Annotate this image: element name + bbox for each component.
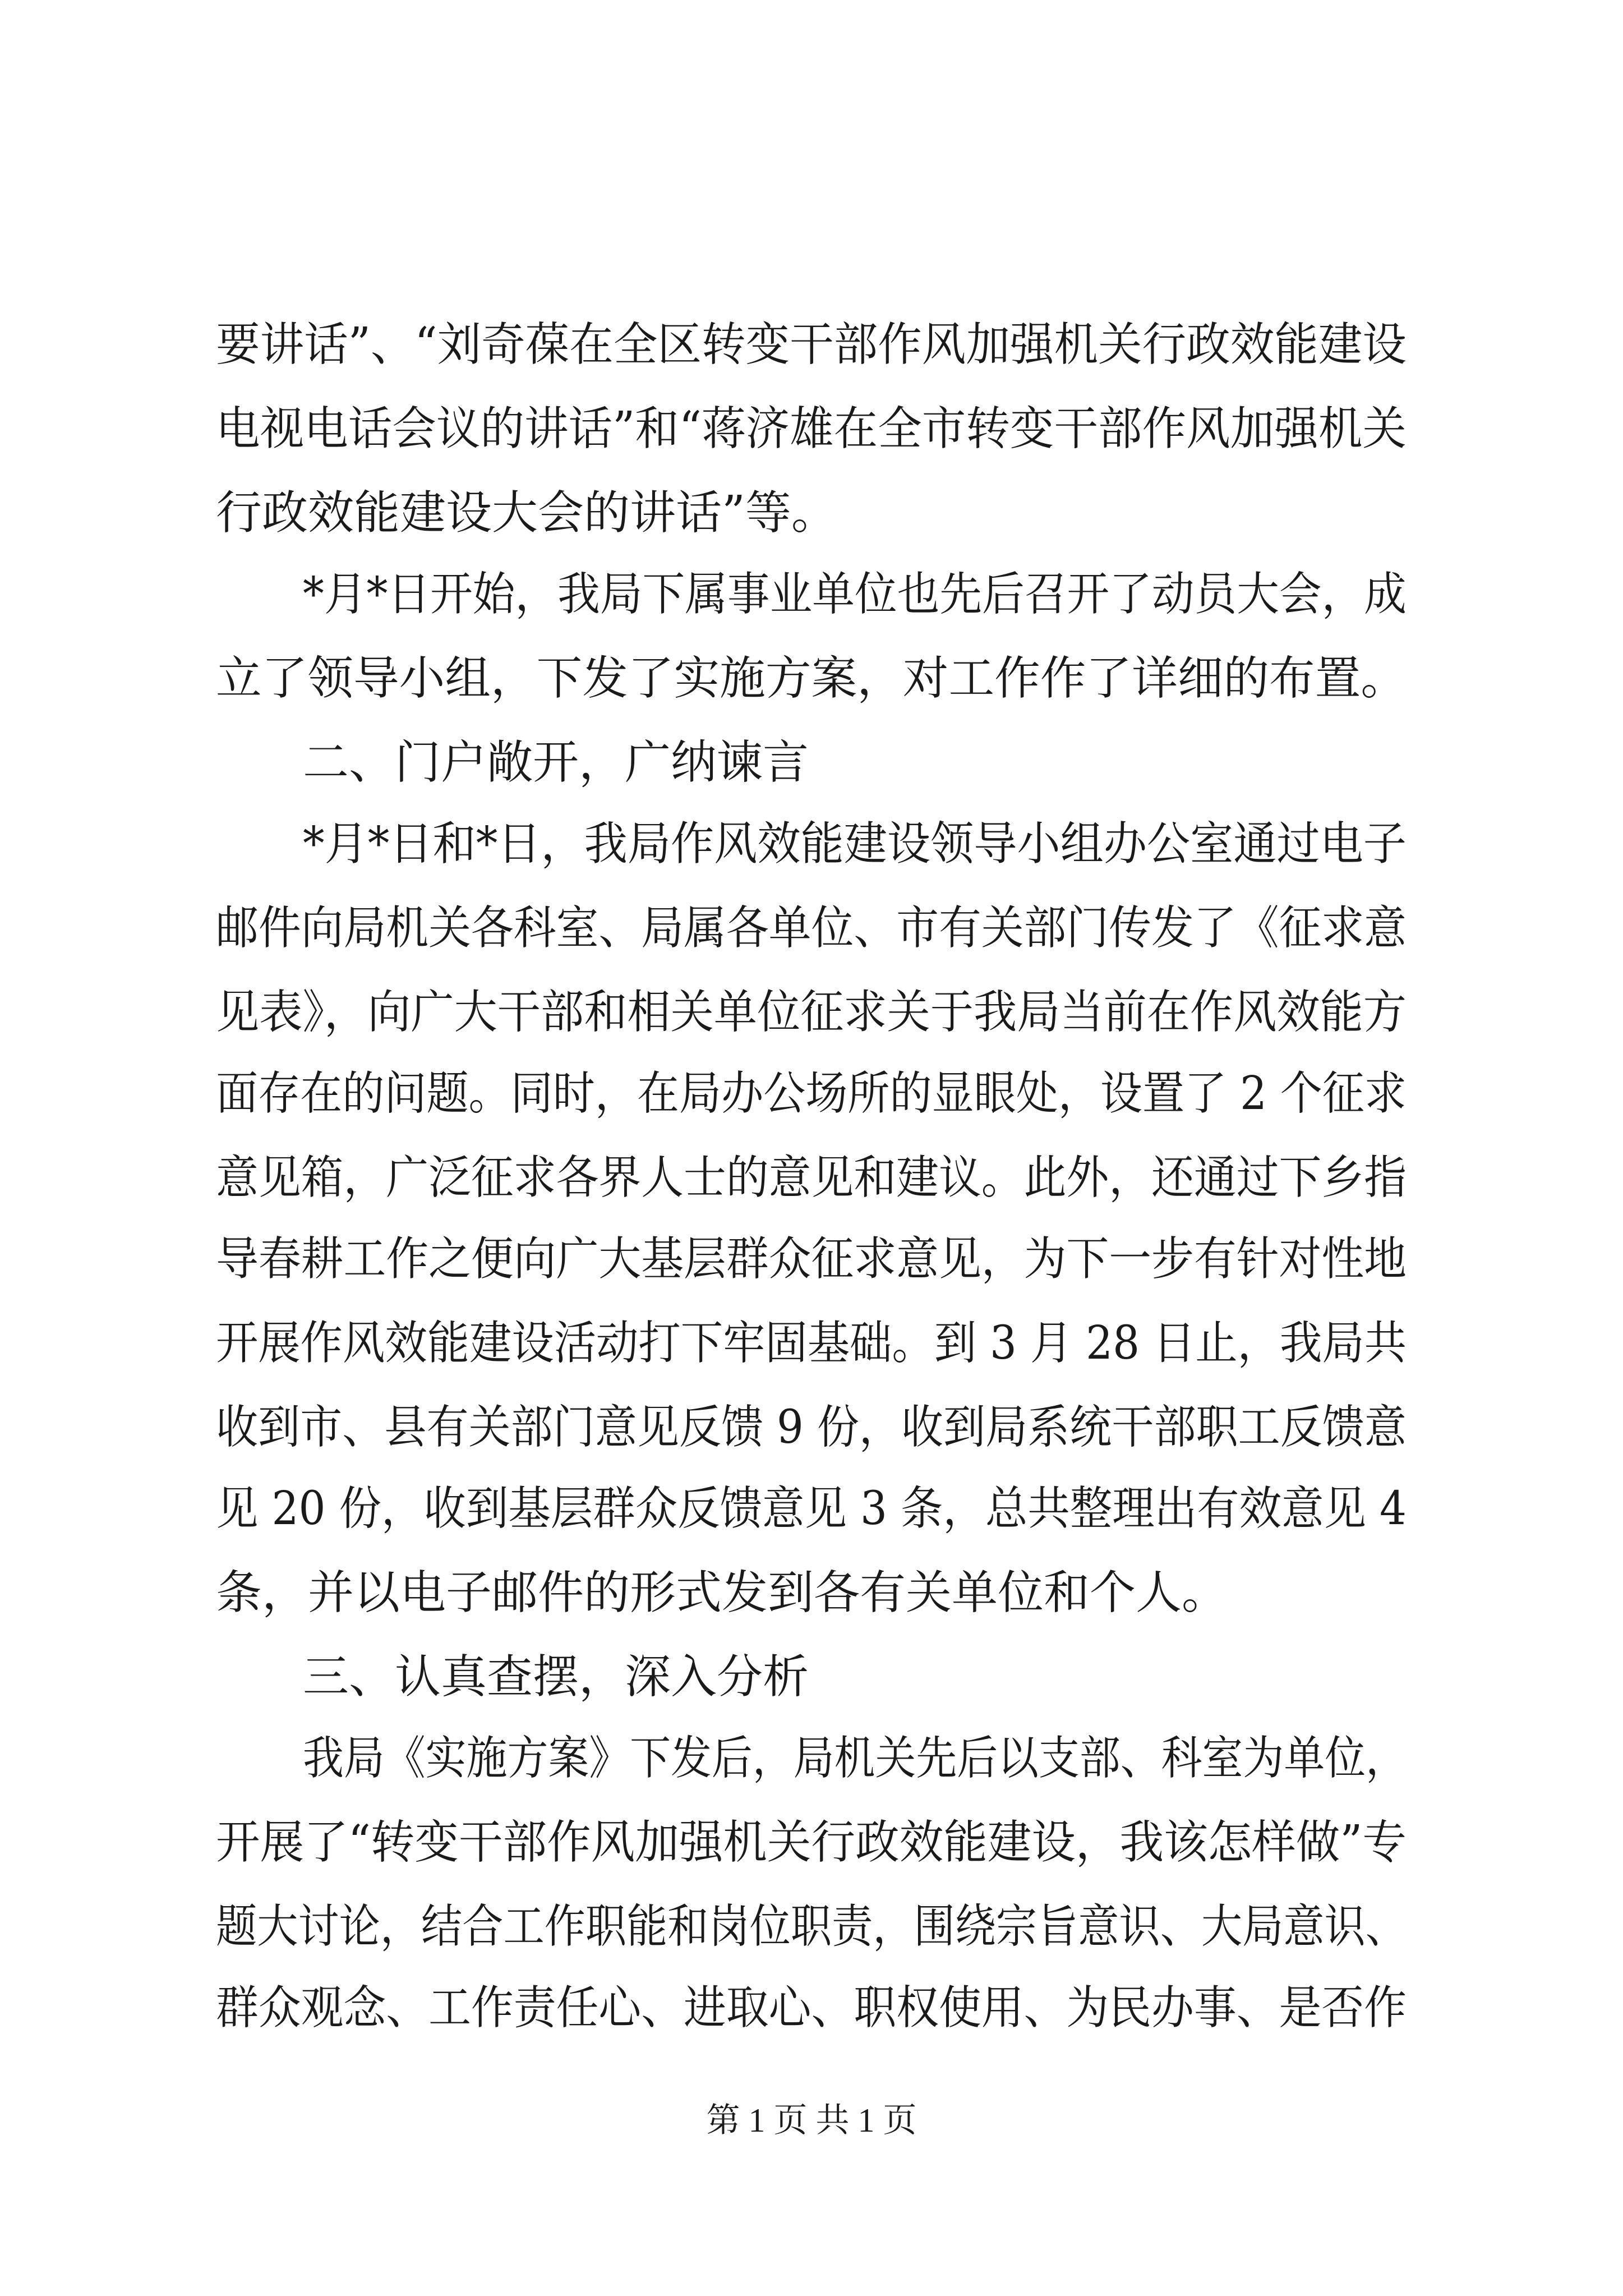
page-number-footer: 第 1 页 共 1 页 [706,2102,917,2139]
line-text: 见 20 份，收到基层群众反馈意见 3 条，总共整理出有效意见 4 [216,1482,1407,1535]
text-line-5 [0,637,1623,721]
line-text: 收到市、县有关部门意见反馈 9 份，收到局系统干部职工反馈意 [216,1401,1407,1454]
line-text: 立了领导小组，下发了实施方案，对工作作了详细的布置。 [216,652,1407,705]
line-text: 电视电话会议的讲话”和“蒋济雄在全市转变干部作风加强机关 [216,402,1407,455]
section-heading-3 [0,1635,1623,1719]
line-text: 邮件向局机关各科室、局属各单位、市有关部门传发了《征求意 [216,901,1407,955]
line-text: *月*日和*日，我局作风效能建设领导小组办公室通过电子 [303,817,1407,871]
line-text: 导春耕工作之便向广大基层群众征求意见，为下一步有针对性地 [216,1232,1407,1286]
text-line-20 [0,1885,1623,1969]
line-text: 面存在的问题。同时，在局办公场所的显眼处，设置了 2 个征求 [216,1067,1407,1120]
text-line-4 [0,553,1623,637]
line-text: 见表》，向广大干部和相关单位征求关于我局当前在作风效能方 [216,986,1407,1039]
text-line-12 [0,1217,1623,1301]
line-text: 行政效能建设大会的讲话”等。 [216,486,837,540]
text-line-1 [0,303,1623,387]
line-text: *月*日开始，我局下属事业单位也先后召开了动员大会，成 [303,568,1407,621]
line-text: 群众观念、工作责任心、进取心、职权使用、为民办事、是否作 [216,1981,1407,2035]
line-text: 我局《实施方案》下发后，局机关先后以支部、科室为单位， [303,1732,1407,1785]
heading-text: 二、门户敞开，广纳谏言 [303,736,809,789]
text-line-15 [0,1467,1623,1551]
text-line-16 [0,1551,1623,1635]
text-line-13 [0,1301,1623,1386]
line-text: 条，并以电子邮件的形式发到各有关单位和个人。 [216,1566,1228,1619]
text-line-11 [0,1136,1623,1220]
text-line-3 [0,471,1623,555]
text-line-19 [0,1801,1623,1885]
line-text: 意见箱，广泛征求各界人士的意见和建议。此外，还通过下乡指 [216,1151,1407,1204]
text-line-7 [0,802,1623,886]
text-line-9 [0,970,1623,1055]
heading-text: 三、认真查摆，深入分析 [303,1650,809,1704]
text-line-14 [0,1386,1623,1470]
line-text: 要讲话”、“刘奇葆在全区转变干部作风加强机关行政效能建设 [216,318,1407,371]
section-heading-2 [0,721,1623,805]
line-text: 开展了“转变干部作风加强机关行政效能建设，我该怎样做”专 [216,1816,1407,1869]
text-line-2 [0,387,1623,471]
line-text: 开展作风效能建设活动打下牢固基础。到 3 月 28 日止，我局共 [216,1317,1407,1370]
text-line-8 [0,886,1623,970]
text-line-10 [0,1052,1623,1136]
text-line-21 [0,1966,1623,2050]
text-line-18 [0,1717,1623,1801]
line-text: 题大讨论，结合工作职能和岗位职责，围绕宗旨意识、大局意识、 [216,1900,1407,1953]
